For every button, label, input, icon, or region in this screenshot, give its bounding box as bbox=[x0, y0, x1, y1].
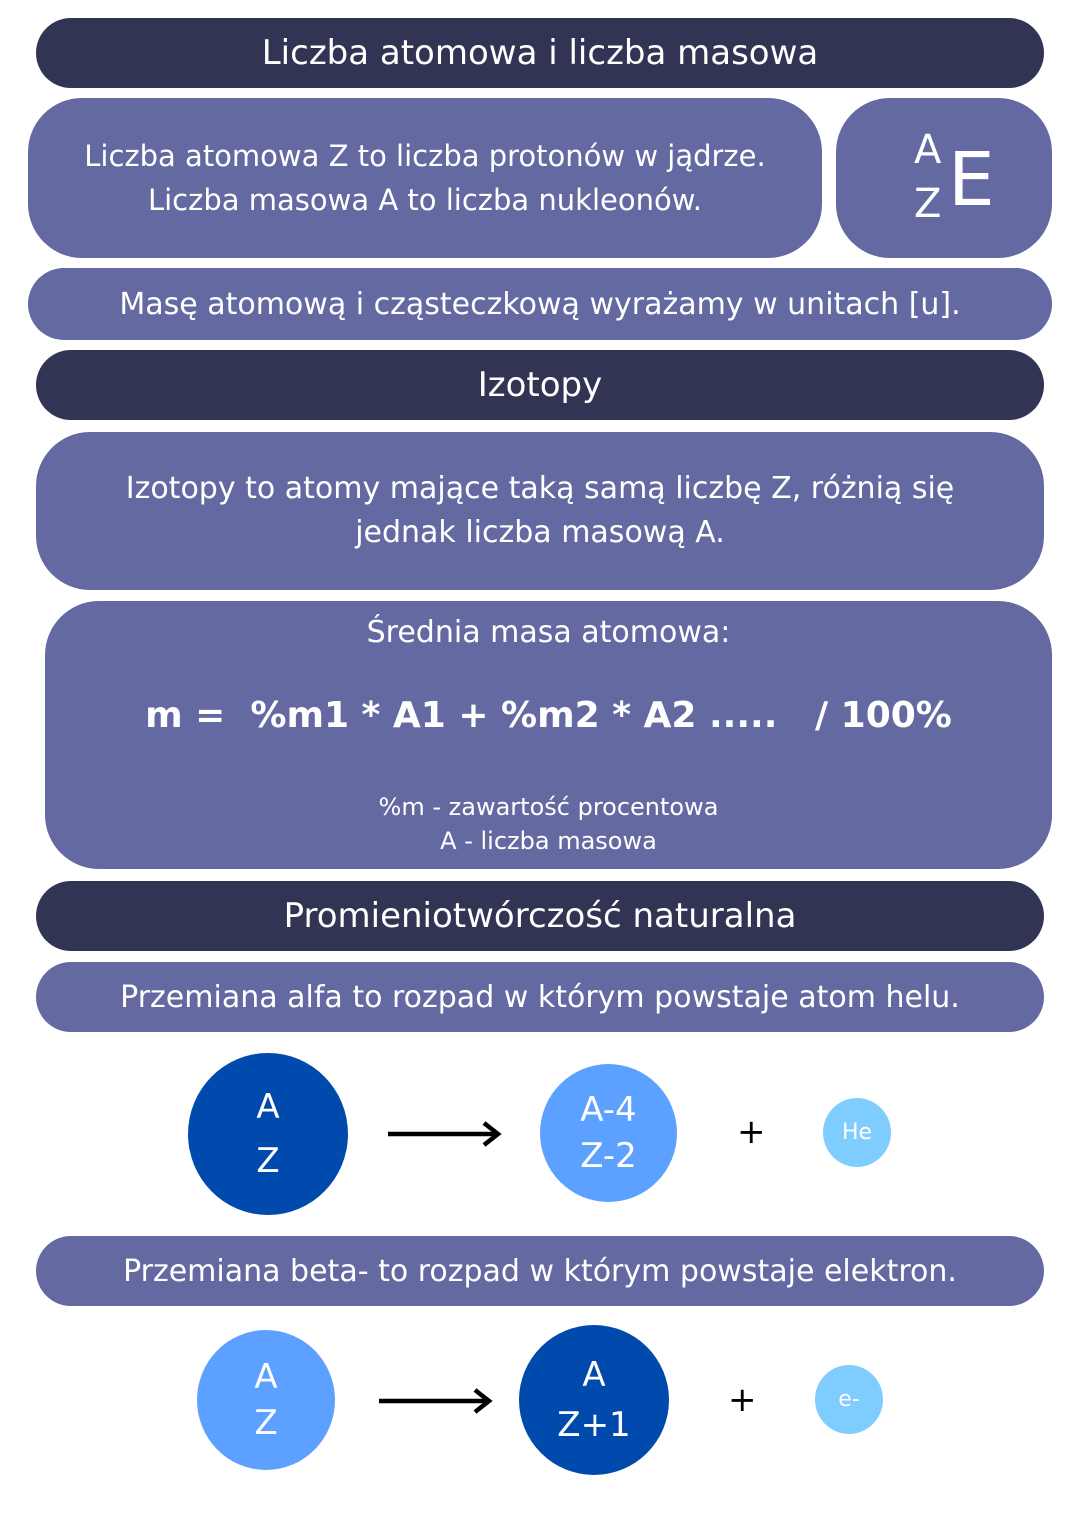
plus-sign: + bbox=[728, 1380, 757, 1420]
nuclide-symbol bbox=[884, 123, 1004, 233]
beta-product-nucleus bbox=[519, 1325, 669, 1475]
atomic-number-label: Z bbox=[914, 181, 942, 227]
nucleus-atomic-label: Z bbox=[254, 1403, 278, 1443]
beta-decay-text: Przemiana beta- to rozpad w którym powstaje elektron. bbox=[123, 1253, 957, 1289]
average-mass-title: Średnia masa atomowa: bbox=[366, 615, 731, 650]
beta-reactant-nucleus bbox=[197, 1330, 335, 1470]
atomic-number-definition-panel bbox=[28, 98, 822, 258]
nucleus-mass-label: A-4 bbox=[580, 1090, 637, 1130]
electron-particle bbox=[815, 1365, 883, 1434]
formula-legend-mass-number: A - liczba masowa bbox=[440, 827, 657, 855]
nucleus-atomic-label: Z-2 bbox=[580, 1136, 637, 1176]
alpha-reaction-arrow-icon bbox=[386, 1120, 506, 1148]
beta-reaction-arrow-icon bbox=[377, 1387, 497, 1415]
average-mass-panel bbox=[45, 601, 1052, 869]
helium-particle bbox=[823, 1098, 891, 1167]
definition-line: jednak liczba masową A. bbox=[355, 515, 725, 550]
definition-line: Liczba atomowa Z to liczba protonów w jądrze. bbox=[84, 139, 766, 173]
particle-label: He bbox=[841, 1120, 873, 1145]
nucleus-atomic-label: Z bbox=[256, 1141, 280, 1181]
unit-note-panel bbox=[28, 268, 1052, 340]
particle-label: e- bbox=[838, 1387, 860, 1412]
isotope-definition-panel bbox=[36, 432, 1044, 590]
nuclide-symbol-panel bbox=[836, 98, 1052, 258]
plus-sign: + bbox=[737, 1112, 766, 1152]
alpha-decay-panel bbox=[36, 962, 1044, 1032]
nucleus-atomic-label: Z+1 bbox=[557, 1405, 631, 1445]
element-label: E bbox=[948, 137, 995, 223]
section-header-title: Liczba atomowa i liczba masowa bbox=[261, 33, 819, 73]
section-header-title: Izotopy bbox=[477, 365, 603, 405]
nucleus-mass-label: A bbox=[256, 1087, 280, 1127]
section-header-radioactivity bbox=[36, 881, 1044, 951]
unit-note-text: Masę atomową i cząsteczkową wyrażamy w unitach [u]. bbox=[119, 286, 961, 322]
alpha-decay-text: Przemiana alfa to rozpad w którym powstaje atom helu. bbox=[120, 979, 960, 1015]
section-header-isotopes bbox=[36, 350, 1044, 420]
section-header-title: Promieniotwórczość naturalna bbox=[283, 896, 797, 936]
definition-line: Izotopy to atomy mające taką samą liczbę Z, różnią się bbox=[125, 471, 955, 506]
average-mass-formula: m = %m1 * A1 + %m2 * A2 ..... / 100% bbox=[145, 695, 952, 736]
nucleus-mass-label: A bbox=[254, 1357, 278, 1397]
mass-number-label: A bbox=[914, 127, 942, 173]
definition-line: Liczba masowa A to liczba nukleonów. bbox=[147, 183, 702, 217]
formula-legend-percent: %m - zawartość procentowa bbox=[378, 793, 719, 821]
alpha-product-nucleus bbox=[540, 1064, 677, 1202]
section-header-atomic-number bbox=[36, 18, 1044, 88]
beta-decay-panel bbox=[36, 1236, 1044, 1306]
nucleus-mass-label: A bbox=[582, 1355, 606, 1395]
alpha-reactant-nucleus bbox=[188, 1053, 348, 1215]
